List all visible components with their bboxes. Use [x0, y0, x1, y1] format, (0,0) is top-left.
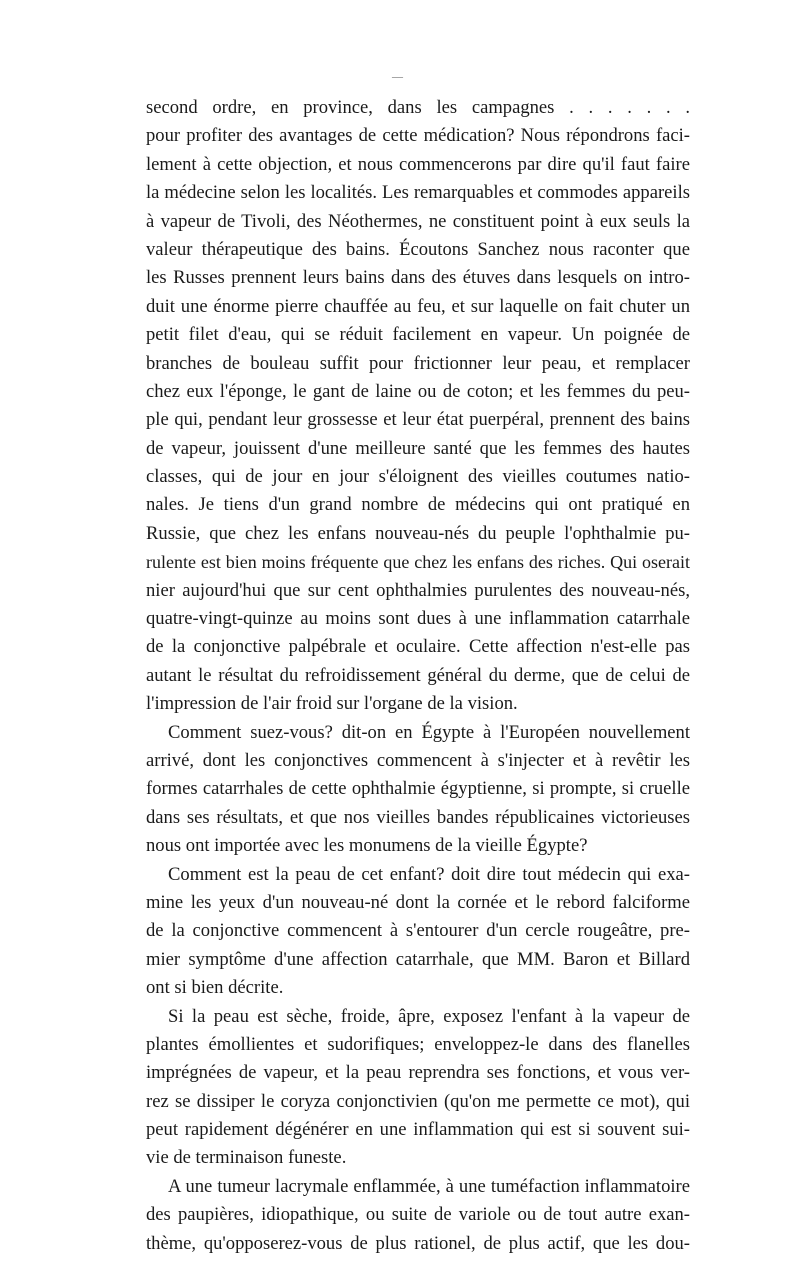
- text-line: imprégnées de vapeur, et la peau reprendra ses fonctions, et vous ver-: [146, 1062, 690, 1084]
- text-line: thème, qu'opposerez-vous de plus rationel, de plus actif, que les dou-: [146, 1232, 690, 1254]
- text-line: formes catarrhales de cette ophthalmie égyptienne, si prompte, si cruelle: [146, 778, 690, 800]
- text-line: Comment est la peau de cet enfant? doit dire tout médecin qui exa-: [168, 863, 690, 885]
- text-line: à vapeur de Tivoli, des Néothermes, ne constituent point à eux seuls la: [146, 210, 690, 232]
- body-text: [146, 94, 690, 1258]
- page-folio-mark: —: [392, 71, 404, 83]
- text-line: des paupières, idiopathique, ou suite de variole ou de tout autre exan-: [146, 1204, 690, 1226]
- text-line: autant le résultat du refroidissement général du derme, que de celui de: [146, 664, 690, 686]
- text-line: dans ses résultats, et que nos vieilles bandes républicaines victorieuses: [146, 806, 690, 828]
- text-line: nier aujourd'hui que sur cent ophthalmies purulentes des nouveau-nés,: [146, 579, 690, 601]
- text-line: quatre-vingt-quinze au moins sont dues à une inflammation catarrhale: [146, 608, 690, 630]
- text-line: duit une énorme pierre chauffée au feu, et sur laquelle on fait chuter un: [146, 295, 690, 317]
- text-line: classes, qui de jour en jour s'éloignent des vieilles coutumes natio-: [146, 466, 690, 488]
- text-line: mier symptôme d'une affection catarrhale, que MM. Baron et Billard: [146, 948, 690, 970]
- text-line: plantes émollientes et sudorifiques; enveloppez-le dans des flanelles: [146, 1033, 690, 1055]
- text-line: les Russes prennent leurs bains dans des étuves dans lesquels on intro-: [146, 267, 690, 289]
- text-line: valeur thérapeutique des bains. Écoutons Sanchez nous raconter que: [146, 238, 690, 260]
- text-line: la médecine selon les localités. Les remarquables et commodes appareils: [146, 182, 690, 204]
- text-line: petit filet d'eau, qui se réduit facilement en vapeur. Un poignée de: [146, 324, 690, 346]
- text-line: mine les yeux d'un nouveau-né dont la cornée et le rebord falciforme: [146, 891, 690, 913]
- text-line: second ordre, en province, dans les campagnes . . . . . . .: [146, 97, 690, 118]
- text-line: chez eux l'éponge, le gant de laine ou de coton; et les femmes du peu-: [146, 380, 690, 402]
- text-line: rulente est bien moins fréquente que chez les enfans des riches. Qui oserait: [146, 552, 690, 573]
- text-line: vie de terminaison funeste.: [146, 1147, 347, 1169]
- text-line: ont si bien décrite.: [146, 977, 284, 999]
- text-line: A une tumeur lacrymale enflammée, à une tuméfaction inflammatoire: [168, 1175, 690, 1197]
- text-line: de la conjonctive palpébrale et oculaire. Cette affection n'est-elle pas: [146, 636, 690, 658]
- text-line: peut rapidement dégénérer en une inflammation qui est si souvent sui-: [146, 1119, 690, 1141]
- text-line: rez se dissiper le coryza conjonctivien (qu'on me permette ce mot), qui: [146, 1090, 690, 1112]
- text-line: nous ont importée avec les monumens de la vieille Égypte?: [146, 835, 588, 857]
- text-line: de vapeur, jouissent d'une meilleure santé que les femmes des hautes: [146, 437, 690, 459]
- text-line: l'impression de l'air froid sur l'organe de la vision.: [146, 693, 518, 715]
- text-line: lement à cette objection, et nous commencerons par dire qu'il faut faire: [146, 153, 690, 175]
- text-line: de la conjonctive commencent à s'entourer d'un cercle rougeâtre, pre-: [146, 920, 690, 942]
- text-line: arrivé, dont les conjonctives commencent à s'injecter et à revêtir les: [146, 749, 690, 771]
- text-line: Comment suez-vous? dit-on en Égypte à l'Européen nouvellement: [168, 721, 690, 743]
- text-line: nales. Je tiens d'un grand nombre de médecins qui ont pratiqué en: [146, 494, 690, 516]
- text-line: ple qui, pendant leur grossesse et leur état puerpéral, prennent des bains: [146, 409, 690, 431]
- text-line: pour profiter des avantages de cette médication? Nous répondrons faci-: [146, 125, 690, 147]
- text-line: Russie, que chez les enfans nouveau-nés du peuple l'ophthalmie pu-: [146, 522, 690, 544]
- text-line: Si la peau est sèche, froide, âpre, exposez l'enfant à la vapeur de: [168, 1005, 690, 1027]
- text-line: branches de bouleau suffit pour frictionner leur peau, et remplacer: [146, 352, 690, 374]
